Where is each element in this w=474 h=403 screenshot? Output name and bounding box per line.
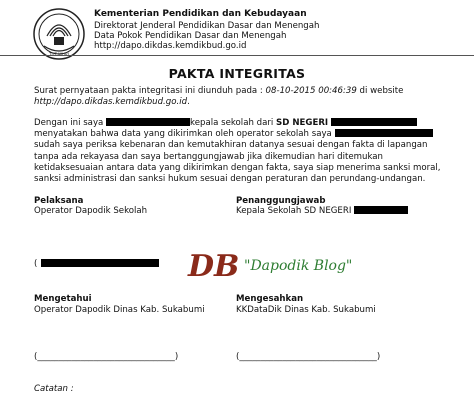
mengesahkan-role: KKDataDik Dinas Kab. Sukabumi [236, 305, 376, 315]
database-name: Data Pokok Pendidikan Dasar dan Menengah [94, 31, 287, 41]
mengesahkan-label: Mengesahkan [236, 294, 304, 304]
pelaksana-sign-line [34, 259, 159, 269]
penanggungjawab-role [236, 206, 408, 216]
penanggungjawab-role-text: Kepala Sekolah SD NEGERI [236, 206, 352, 216]
integrity-statement [34, 118, 454, 185]
download-timestamp: 08-10-2015 00:46:39 [265, 86, 357, 96]
intro-end: . [187, 97, 190, 108]
intro-mid: di website [356, 86, 404, 96]
mengetahui-sign-line: (________________________________) [34, 352, 179, 362]
redacted-operator [335, 129, 433, 137]
catatan-label: Catatan : [34, 384, 74, 394]
dapodik-blog-watermark [186, 248, 386, 282]
pelaksana-role: Operator Dapodik Sekolah [34, 206, 148, 216]
redacted-operator-name [41, 259, 159, 267]
statement-part4: sudah saya periksa kebenaran dan kemutakhiran datanya sesuai dengan fakta di lapangan tanpa ada rekayasa dan saya bertanggungjawab jika dikemudian hari ditemukan ketidaksesuaian antara data yang dikirimkan dengan fakta, saya siap menerima sanksi moral, sanksi administrasi dan sanksi hukum sesuai dengan peraturan dan perundang-undangan. [34, 140, 441, 185]
intro-prefix: Surat pernyataan pakta integritasi ini diunduh pada : [34, 86, 266, 96]
directorate-name: Direktorat Jenderal Pendidikan Dasar dan Menengah [94, 21, 320, 31]
download-url: http://dapo.dikdas.kemdikbud.go.id [34, 97, 188, 108]
school-name: SD NEGERI [276, 118, 329, 128]
header-website: http://dapo.dikdas.kemdikbud.go.id [94, 41, 247, 51]
document-title: PAKTA INTEGRITAS [168, 66, 306, 81]
ministry-name: Kementerian Pendidikan dan Kebudayaan [94, 9, 307, 19]
watermark-initials: DB [188, 249, 240, 282]
statement-part1: Dengan ini saya [34, 118, 107, 128]
mengetahui-label: Mengetahui [34, 294, 92, 304]
download-statement [34, 86, 454, 108]
pelaksana-label: Pelaksana [34, 196, 84, 206]
redacted-principal-school [354, 206, 408, 214]
penanggungjawab-label: Penanggungjawab [236, 196, 326, 206]
mengesahkan-sign-line: (________________________________) [236, 352, 381, 362]
statement-part3: menyatakan bahwa data yang dikirimkan oleh operator sekolah saya [34, 129, 335, 140]
header-divider [0, 55, 474, 56]
mengetahui-role: Operator Dapodik Dinas Kab. Sukabumi [34, 305, 205, 315]
open-paren: ( [34, 259, 38, 269]
tut-wuri-handayani-logo [30, 6, 88, 62]
redacted-school [331, 118, 417, 126]
watermark-text: "Dapodik Blog" [244, 258, 353, 274]
redacted-name [106, 118, 190, 126]
statement-part2: kepala sekolah dari [190, 118, 277, 128]
